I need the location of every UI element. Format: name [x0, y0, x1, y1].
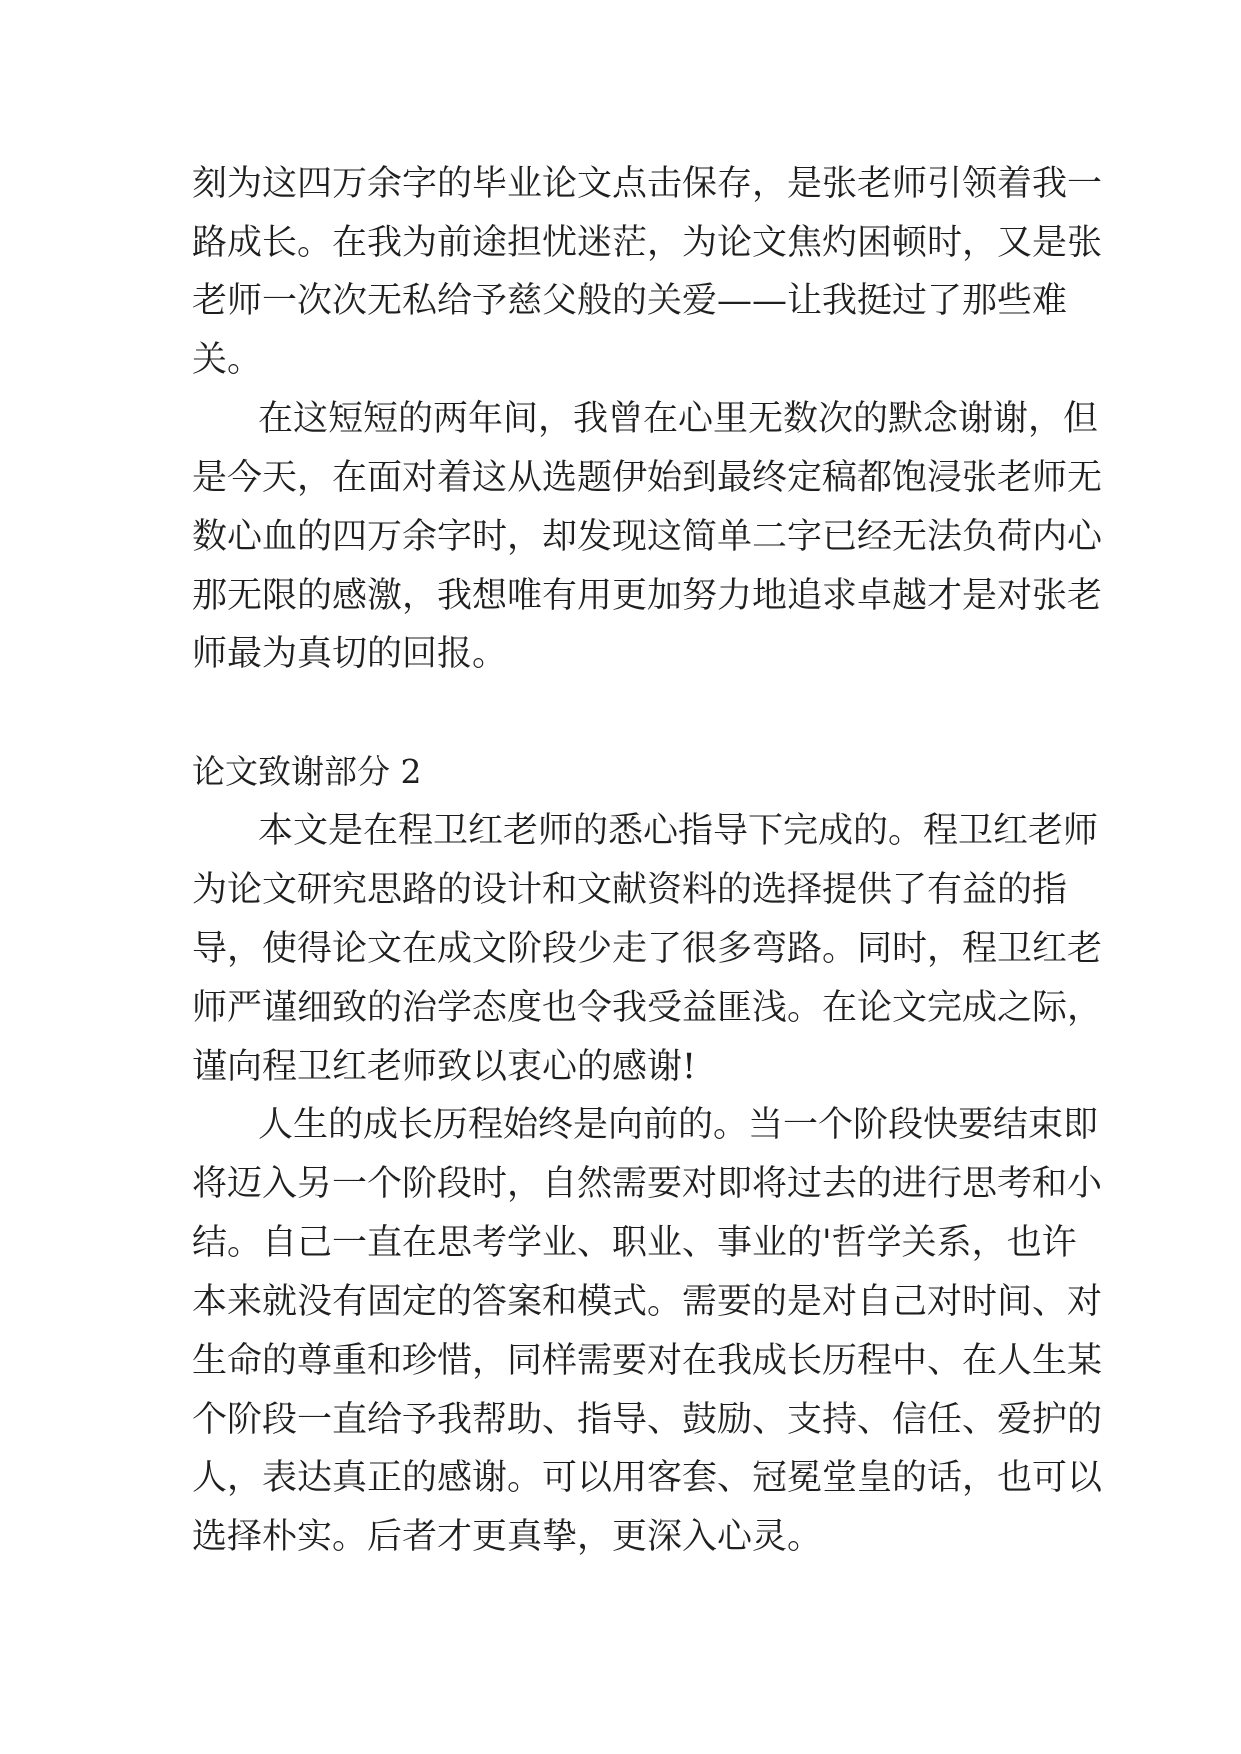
- paragraph-4-line-2: 将迈入另一个阶段时，自然需要对即将过去的进行思考和小: [192, 1164, 1103, 1204]
- paragraph-3-line-4: 师严谨细致的治学态度也令我受益匪浅。在论文完成之际，: [192, 988, 1103, 1028]
- paragraph-3-line-1: 本文是在程卫红老师的悉心指导下完成的。程卫红老师: [258, 811, 1099, 851]
- paragraph-4-line-6: 个阶段一直给予我帮助、指导、鼓励、支持、信任、爱护的: [192, 1400, 1103, 1440]
- section-heading: 论文致谢部分 2: [192, 752, 422, 791]
- paragraph-4-line-3: 结。自己一直在思考学业、职业、事业的'哲学关系，也许: [192, 1223, 1077, 1263]
- paragraph-3-line-2: 为论文研究思路的设计和文献资料的选择提供了有益的指: [192, 870, 1068, 910]
- paragraph-2-line-5: 师最为真切的回报。: [192, 634, 508, 674]
- paragraph-4-line-4: 本来就没有固定的答案和模式。需要的是对自己对时间、对: [192, 1282, 1103, 1322]
- paragraph-4-line-1: 人生的成长历程始终是向前的。当一个阶段快要结束即: [258, 1105, 1099, 1145]
- paragraph-4-line-5: 生命的尊重和珍惜，同样需要对在我成长历程中、在人生某: [192, 1341, 1103, 1381]
- paragraph-1-line-3: 老师一次次无私给予慈父般的关爱——让我挺过了那些难: [192, 281, 1068, 321]
- paragraph-2-line-1: 在这短短的两年间，我曾在心里无数次的默念谢谢，但: [258, 399, 1099, 439]
- paragraph-1-line-4: 关。: [192, 340, 263, 380]
- paragraph-1-line-2: 路成长。在我为前途担忧迷茫，为论文焦灼困顿时，又是张: [192, 223, 1103, 263]
- paragraph-1-line-1: 刻为这四万余字的毕业论文点击保存，是张老师引领着我一: [192, 164, 1103, 204]
- paragraph-4-line-8: 选择朴实。后者才更真挚，更深入心灵。: [192, 1517, 823, 1557]
- paragraph-3-line-5: 谨向程卫红老师致以衷心的感谢!: [192, 1047, 697, 1087]
- paragraph-4-line-7: 人，表达真正的感谢。可以用客套、冠冕堂皇的话，也可以: [192, 1458, 1103, 1498]
- paragraph-2-line-4: 那无限的感激，我想唯有用更加努力地追求卓越才是对张老: [192, 576, 1103, 616]
- paragraph-2-line-2: 是今天，在面对着这从选题伊始到最终定稿都饱浸张老师无: [192, 458, 1103, 498]
- paragraph-3-line-3: 导，使得论文在成文阶段少走了很多弯路。同时，程卫红老: [192, 929, 1103, 969]
- paragraph-2-line-3: 数心血的四万余字时，却发现这简单二字已经无法负荷内心: [192, 517, 1103, 557]
